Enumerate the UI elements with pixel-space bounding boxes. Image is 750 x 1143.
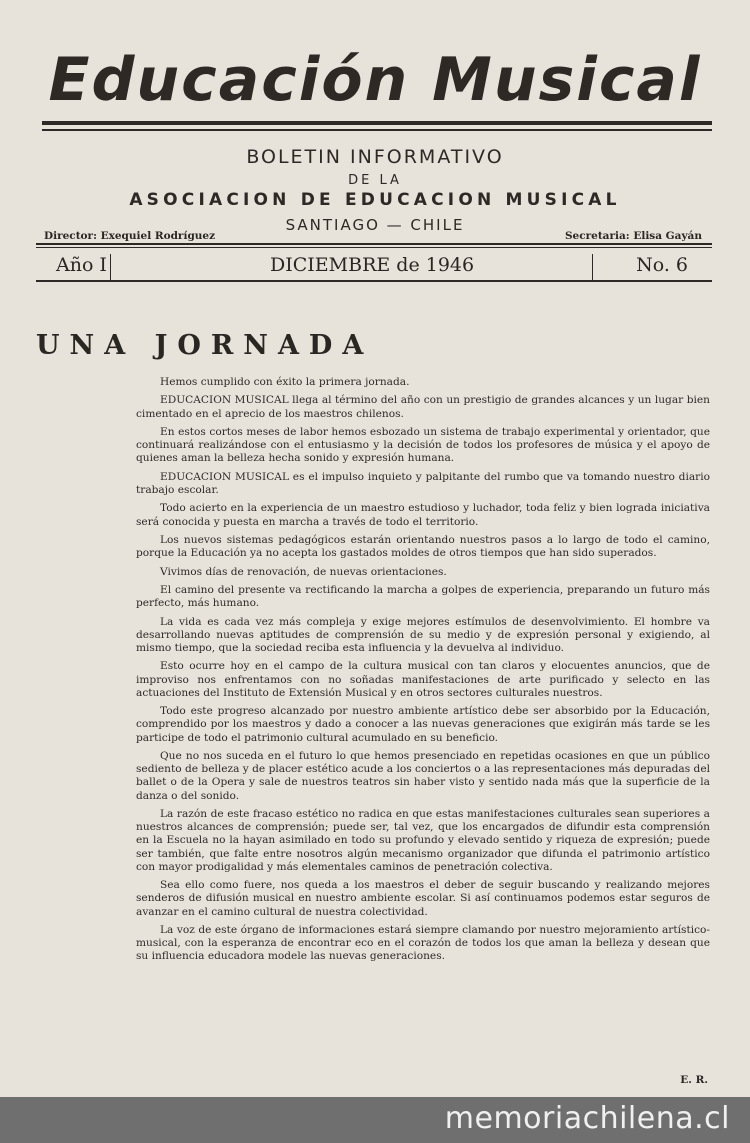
watermark-bar xyxy=(0,1097,750,1143)
issue-divider xyxy=(110,254,111,280)
subtitle-location: SANTIAGO — CHILE xyxy=(285,216,465,234)
article-paragraph: Sea ello como fuere, nos queda a los maestros el deber de seguir buscando y realizando mejores senderos de difusión musical en nuestro ambiente escolar. Si así continuamos podemos estar seguros de avanzar en el camino cultural de nuestra colectividad. xyxy=(136,879,710,918)
subtitle-boletin: BOLETIN INFORMATIVO xyxy=(246,146,504,168)
watermark-text: memoriachilena.cl xyxy=(444,1101,730,1136)
issue-year: Año I xyxy=(56,254,107,276)
issue-rule-top-thin xyxy=(36,247,712,248)
masthead-rule xyxy=(42,121,712,125)
article-paragraph: La voz de este órgano de informaciones estará siempre clamando por nuestro mejoramiento artístico-musical, con la esperanza de encontrar eco en el corazón de todos los que aman la belleza y desean que su influencia educadora modele las nuevas generaciones. xyxy=(136,923,710,963)
issue-rule-bottom xyxy=(36,280,712,282)
masthead-rule-thin xyxy=(42,129,712,131)
article-paragraph: Que no nos suceda en el futuro lo que hemos presenciado en repetidas ocasiones en que un público sediento de belleza y de placer estético acude a los conciertos o a las representaciones más depuradas del ballet o de la Opera y sale de nuestros teatros sin haber visto y sentido nada más que la superficie de la danza o del sonido. xyxy=(136,749,710,802)
article-signature: E. R. xyxy=(680,1074,708,1086)
article-paragraph: EDUCACION MUSICAL es el impulso inquieto y palpitante del rumbo que va tomando nuestro diario trabajo escolar. xyxy=(136,470,710,496)
article-body xyxy=(136,376,710,969)
article-paragraph: En estos cortos meses de labor hemos esbozado un sistema de trabajo experimental y orientador, que continuará realizándose con el entusiasmo y la decisión de todos los profesores de música y el apoyo de quienes aman la belleza hecha sonido y expresión humana. xyxy=(136,425,710,465)
article-paragraph: La razón de este fracaso estético no radica en que estas manifestaciones culturales sean superiores a nuestros alcances de comprensión; puede ser, tal vez, que los encargados de difundir esta comprensión en la Escuela no la hayan asimilado en todo su profundo y elevado sentido y riqueza de expresión; puede ser también, que falte entre nosotros algún mecanismo organizador que difunda el patrimonio artístico con mayor prodigalidad y más elementales caminos de penetración colectiva. xyxy=(136,807,710,873)
article-paragraph: Todo este progreso alcanzado por nuestro ambiente artístico debe ser absorbido por la Educación, comprendido por los maestros y dado a conocer a las nuevas generaciones que exigirán más tarde se les participe de todo el patrimonio cultural acumulado en su beneficio. xyxy=(136,705,710,744)
issue-number: No. 6 xyxy=(636,254,688,276)
masthead-title: Educación Musical xyxy=(48,45,702,115)
article-paragraph: Todo acierto en la experiencia de un maestro estudioso y luchador, toda feliz y bien lograda iniciativa será conocida y puesta en marcha a través de todo el territorio. xyxy=(136,502,710,528)
issue-rule-top xyxy=(36,243,712,245)
article-paragraph: EDUCACION MUSICAL llega al término del año con un prestigio de grandes alcances y un lugar bien cimentado en el aprecio de los maestros chilenos. xyxy=(136,394,710,420)
article-paragraph: Esto ocurre hoy en el campo de la cultura musical con tan claros y elocuentes anuncios, que de improviso nos enfrentamos con no soñadas manifestaciones de arte purificado y selecto en las actuaciones del Instituto de Extensión Musical y en otros sectores culturales nuestros. xyxy=(136,660,710,699)
subtitle-association: ASOCIACION DE EDUCACION MUSICAL xyxy=(129,190,621,210)
article-paragraph: El camino del presente va rectificando la marcha a golpes de experiencia, preparando un futuro más perfecto, más humano. xyxy=(136,583,710,610)
issue-divider xyxy=(592,254,593,280)
article-paragraph: La vida es cada vez más compleja y exige mejores estímulos de desenvolvimiento. El hombre va desarrollando nuevas aptitudes de comprensión de su medio y de expresión personal y exigiendo, al mismo tiempo, que la sociedad reciba esta influencia y la devuelva al individuo. xyxy=(136,615,710,654)
article-paragraph: Los nuevos sistemas pedagógicos estarán orientando nuestros pasos a lo largo de todo el camino, porque la Educación ya no acepta los gastados moldes de otros tiempos que han sido superados. xyxy=(136,533,710,560)
article-paragraph: Hemos cumplido con éxito la primera jornada. xyxy=(160,376,410,388)
issue-date: DICIEMBRE de 1946 xyxy=(270,254,475,276)
article-paragraph: Vivimos días de renovación, de nuevas orientaciones. xyxy=(160,565,447,578)
subtitle-de-la: DE LA xyxy=(348,173,402,188)
secretary-credit: Secretaria: Elisa Gayán xyxy=(564,230,702,242)
director-credit: Director: Exequiel Rodríguez xyxy=(44,230,216,242)
article-title: UNA JORNADA xyxy=(36,330,374,361)
